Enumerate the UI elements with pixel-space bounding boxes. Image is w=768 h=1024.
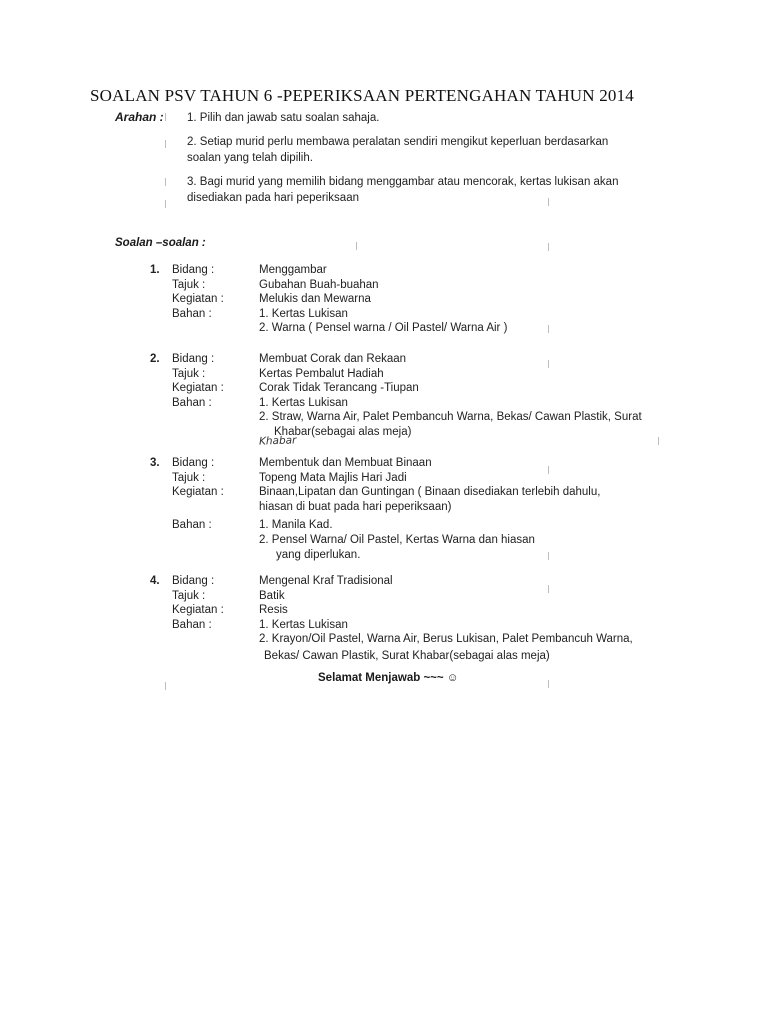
arahan-line: 3. Bagi murid yang memilih bidang menggambar atau mencorak, kertas lukisan akan (187, 176, 619, 188)
scan-mark (548, 552, 549, 560)
bahan-continuation: yang diperlukan. (276, 549, 361, 561)
arahan-label: Arahan : (115, 110, 164, 124)
bidang-label: Bidang : (172, 457, 215, 469)
bidang-value: Membuat Corak dan Rekaan (259, 353, 407, 365)
arahan-item-1 (187, 110, 379, 126)
scan-mark (165, 682, 166, 690)
scan-mark (658, 437, 659, 445)
bidang-label: Bidang : (172, 575, 215, 587)
scan-mark (548, 360, 549, 368)
question-number: 2. (150, 353, 160, 365)
scan-mark (548, 243, 549, 251)
question-number: 3. (150, 457, 160, 469)
bahan-item: 2. Straw, Warna Air, Palet Pembancuh Warna, Bekas/ Cawan Plastik, Surat (259, 411, 642, 423)
footer-closing: Selamat Menjawab ~~~ ☺ (318, 672, 459, 684)
bahan-item: 2. Krayon/Oil Pastel, Warna Air, Berus Lukisan, Palet Pembancuh Warna, (259, 633, 633, 645)
bahan-item: 1. Kertas Lukisan (259, 618, 348, 631)
bidang-label: Bidang : (172, 353, 215, 365)
tajuk-value: Kertas Pembalut Hadiah (259, 367, 384, 380)
kegiatan-continuation: hiasan di buat pada hari peperiksaan) (259, 501, 452, 513)
question-1 (150, 264, 670, 337)
scan-mark (548, 466, 549, 474)
bahan-item: 2. Warna ( Pensel warna / Oil Pastel/ Warna Air ) (259, 322, 508, 334)
question-3 (150, 457, 670, 564)
question-4 (150, 575, 670, 665)
question-2 (150, 353, 670, 448)
scan-mark (548, 198, 549, 206)
bahan-item: 1. Manila Kad. (259, 519, 333, 531)
bahan-continuation: Bekas/ Cawan Plastik, Surat Khabar(sebagai alas meja) (264, 650, 550, 662)
scan-mark (548, 325, 549, 333)
kegiatan-label: Kegiatan : (172, 382, 224, 394)
scan-mark (356, 242, 357, 250)
kegiatan-value: Melukis dan Mewarna (259, 293, 371, 305)
kegiatan-label: Kegiatan : (172, 486, 224, 498)
bahan-continuation: Khabar(sebagai alas meja) (274, 425, 412, 438)
soalan-heading: Soalan –soalan : (115, 237, 206, 249)
bahan-item: 1. Kertas Lukisan (259, 396, 348, 409)
arahan-item-3 (187, 174, 618, 206)
kegiatan-value: Binaan,Lipatan dan Guntingan ( Binaan disediakan terlebih dahulu, (259, 486, 601, 498)
question-number: 1. (150, 264, 160, 276)
arahan-item-2 (187, 134, 608, 166)
bidang-value: Membentuk dan Membuat Binaan (259, 457, 432, 469)
tajuk-label: Tajuk : (172, 471, 206, 484)
kegiatan-value: Corak Tidak Terancang -Tiupan (259, 382, 419, 394)
question-number: 4. (150, 575, 160, 587)
scan-mark (548, 680, 549, 688)
tajuk-value: Batik (259, 589, 285, 602)
bahan-label: Bahan : (172, 519, 212, 531)
bahan-label: Bahan : (172, 396, 212, 409)
arahan-line: soalan yang telah dipilih. (187, 152, 313, 164)
bidang-label: Bidang : (172, 264, 215, 276)
tajuk-value: Gubahan Buah-buahan (259, 278, 379, 291)
scan-mark (165, 200, 166, 208)
scan-mark (548, 585, 549, 593)
scan-mark (165, 113, 166, 121)
kegiatan-label: Kegiatan : (172, 604, 224, 616)
bidang-value: Menggambar (259, 264, 327, 276)
tajuk-label: Tajuk : (172, 589, 206, 602)
arahan-line: 2. Setiap murid perlu membawa peralatan sendiri mengikut keperluan berdasarkan (187, 136, 609, 148)
tajuk-value: Topeng Mata Majlis Hari Jadi (259, 471, 407, 484)
scan-mark (165, 140, 166, 148)
bahan-label: Bahan : (172, 618, 212, 631)
arahan-line: disediakan pada hari peperiksaan (187, 192, 359, 204)
bahan-item: 1. Kertas Lukisan (259, 307, 348, 320)
bidang-value: Mengenal Kraf Tradisional (259, 575, 393, 587)
kegiatan-label: Kegiatan : (172, 293, 224, 305)
handwritten-note: Khabar (258, 433, 297, 448)
bahan-label: Bahan : (172, 307, 212, 320)
scan-mark (165, 178, 166, 186)
page-title: SOALAN PSV TAHUN 6 -PEPERIKSAAN PERTENGAHAN TAHUN 2014 (90, 86, 635, 105)
arahan-line: 1. Pilih dan jawab satu soalan sahaja. (187, 112, 380, 124)
bahan-item: 2. Pensel Warna/ Oil Pastel, Kertas Warna dan hiasan (259, 534, 535, 546)
kegiatan-value: Resis (259, 604, 288, 616)
tajuk-label: Tajuk : (172, 278, 206, 291)
tajuk-label: Tajuk : (172, 367, 206, 380)
